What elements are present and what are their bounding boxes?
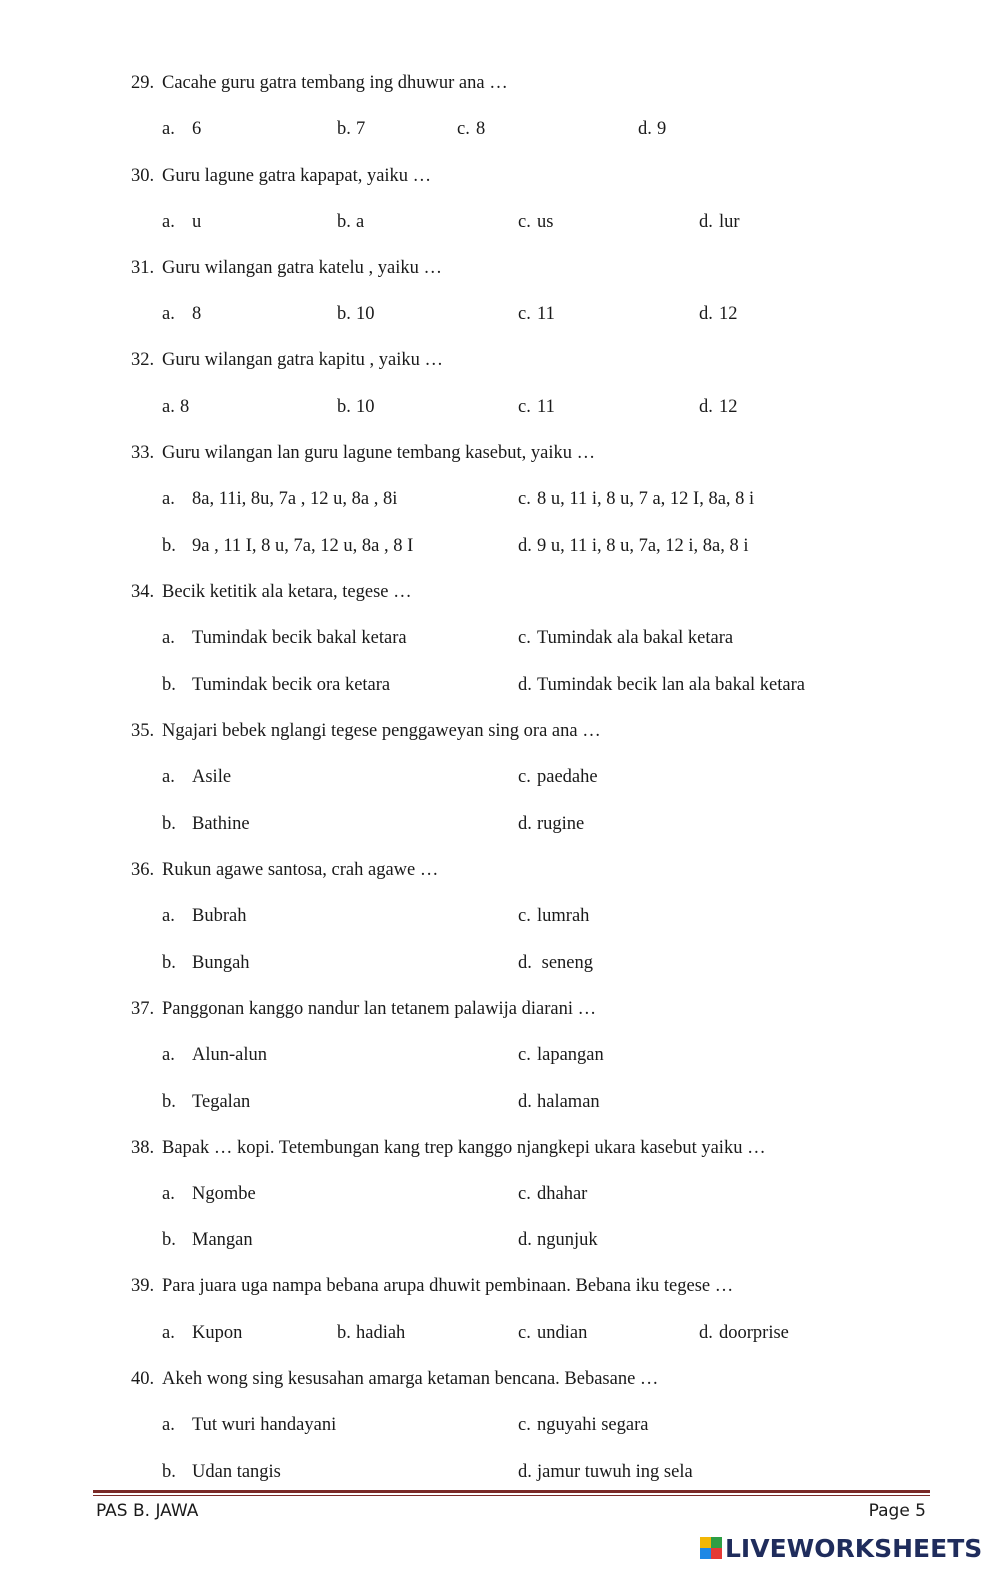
footer-divider <box>93 1490 930 1493</box>
footer-subject: PAS B. JAWA <box>96 1501 199 1521</box>
question-number: 35. <box>131 721 155 741</box>
question-text: Para juara uga nampa bebana arupa dhuwit pembinaan. Bebana iku tegese … <box>162 1276 734 1296</box>
liveworksheets-icon <box>700 1537 722 1559</box>
question-text: Guru wilangan gatra kapitu , yaiku … <box>162 350 444 370</box>
logo-square-blue <box>700 1548 711 1559</box>
logo-square-red <box>711 1548 722 1559</box>
question-number: 32. <box>131 350 155 370</box>
question-number: 33. <box>131 443 155 463</box>
question-text: Cacahe guru gatra tembang ing dhuwur ana … <box>162 73 508 93</box>
question-text: Rukun agawe santosa, crah agawe … <box>162 860 439 880</box>
question-number: 31. <box>131 258 155 278</box>
logo-square-yellow <box>700 1537 711 1548</box>
question-number: 29. <box>131 73 155 93</box>
question-text: Guru lagune gatra kapapat, yaiku … <box>162 166 432 186</box>
liveworksheets-logo[interactable] <box>700 1535 982 1561</box>
question-number: 40. <box>131 1369 155 1389</box>
question-number: 30. <box>131 166 155 186</box>
logo-square-green <box>711 1537 722 1548</box>
question-number: 38. <box>131 1138 155 1158</box>
question-number: 34. <box>131 582 155 602</box>
question-number: 36. <box>131 860 155 880</box>
question-text: Panggonan kanggo nandur lan tetanem palawija diarani … <box>162 999 597 1019</box>
question-text: Guru wilangan lan guru lagune tembang kasebut, yaiku … <box>162 443 596 463</box>
brand-name: LIVEWORKSHEETS <box>725 1533 983 1563</box>
question-text: Becik ketitik ala ketara, tegese … <box>162 582 412 602</box>
question-text: Guru wilangan gatra katelu , yaiku … <box>162 258 442 278</box>
question-number: 37. <box>131 999 155 1019</box>
question-text: Akeh wong sing kesusahan amarga ketaman bencana. Bebasane … <box>162 1369 659 1389</box>
page-number: Page 5 <box>868 1501 926 1521</box>
question-text: Bapak … kopi. Tetembungan kang trep kanggo njangkepi ukara kasebut yaiku … <box>162 1138 766 1158</box>
question-text: Ngajari bebek nglangi tegese penggaweyan sing ora ana … <box>162 721 601 741</box>
footer-divider-thin <box>93 1495 930 1496</box>
question-number: 39. <box>131 1276 155 1296</box>
